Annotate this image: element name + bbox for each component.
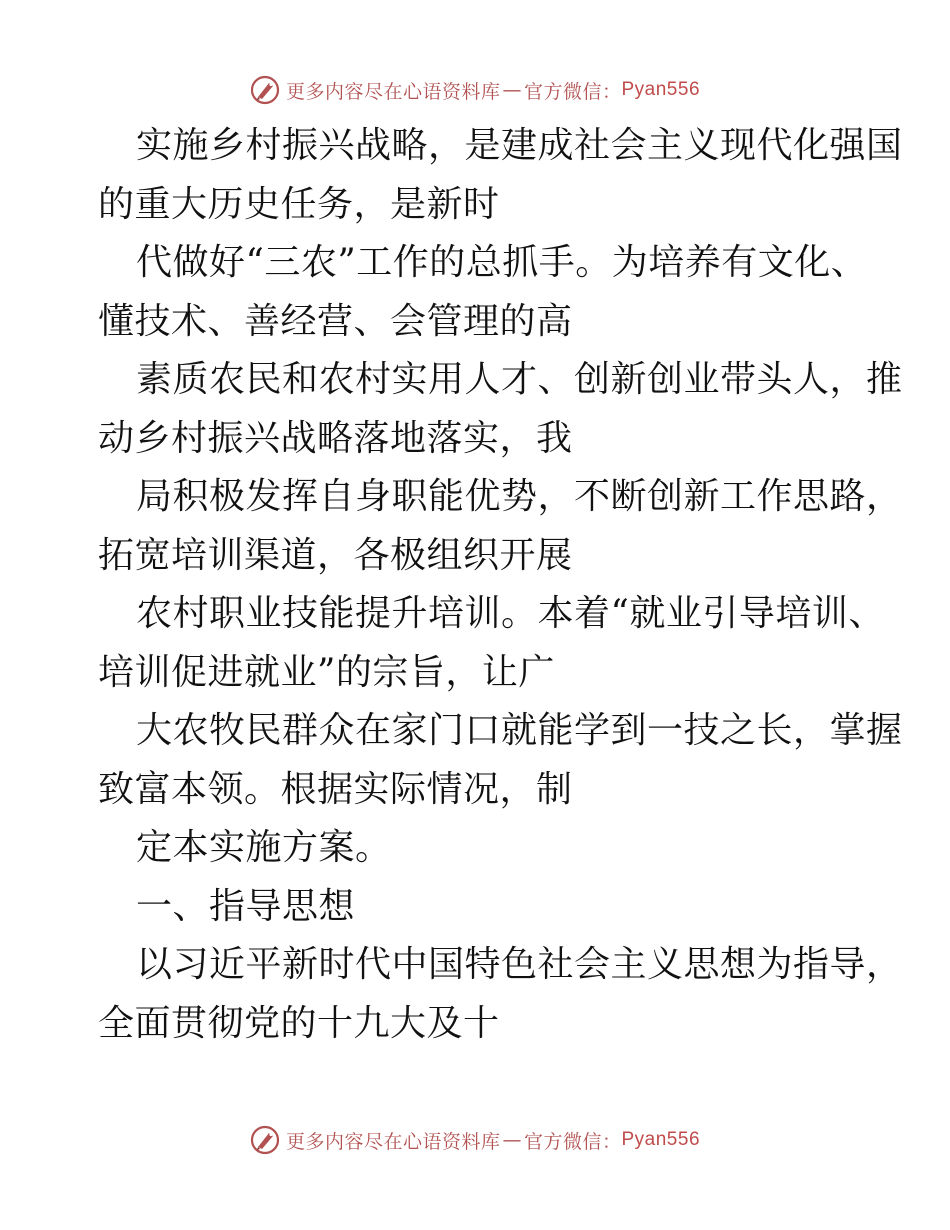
paragraph-line: 大农牧民群众在家门口就能学到一技之长，掌握	[136, 710, 903, 751]
paragraph-line: 代做好“三农”工作的总抓手。为培养有文化、	[136, 242, 868, 283]
paragraph-line: 实施乡村振兴战略，是建成社会主义现代化强国	[136, 125, 903, 166]
paragraph-line: 全面贯彻党的十九大及十	[98, 1002, 500, 1044]
footer-watermark-banner	[0, 1120, 950, 1160]
paragraph-line: 致富本领。根据实际情况，制	[98, 768, 573, 810]
document-body	[98, 117, 903, 1053]
banner-wechat-label: 官方微信：	[523, 80, 622, 103]
banner-brand-text: 更多内容尽在心语资料库	[285, 80, 501, 103]
banner-brand-text: 更多内容尽在心语资料库	[285, 1130, 501, 1153]
pen-logo-icon	[250, 1125, 280, 1155]
paragraph-line: 定本实施方案。	[136, 827, 392, 868]
paragraph-line: 培训促进就业”的宗旨，让广	[98, 651, 555, 693]
banner-wechat-id: Pyan556	[621, 79, 701, 100]
banner-wechat-label: 官方微信：	[523, 1130, 622, 1153]
paragraph-line: 局积极发挥自身职能优势，不断创新工作思路，	[136, 476, 903, 517]
paragraph-line: 的重大历史任务，是新时	[98, 183, 500, 225]
banner-wechat-id: Pyan556	[621, 1129, 701, 1150]
paragraph-line: 拓宽培训渠道，各极组织开展	[98, 534, 573, 576]
header-watermark-banner	[0, 70, 950, 110]
paragraph-line: 农村职业技能提升培训。本着“就业引导培训、	[136, 593, 885, 634]
paragraph-line: 懂技术、善经营、会管理的高	[98, 300, 573, 342]
banner-separator: —	[502, 1129, 522, 1151]
section-heading: 一、指导思想	[136, 885, 356, 927]
paragraph-line: 以习近平新时代中国特色社会主义思想为指导，	[136, 944, 903, 985]
banner-separator: —	[502, 79, 522, 101]
pen-logo-icon	[250, 75, 280, 105]
paragraph-line: 素质农民和农村实用人才、创新创业带头人，推	[136, 359, 903, 400]
paragraph-line: 动乡村振兴战略落地落实，我	[98, 417, 573, 459]
